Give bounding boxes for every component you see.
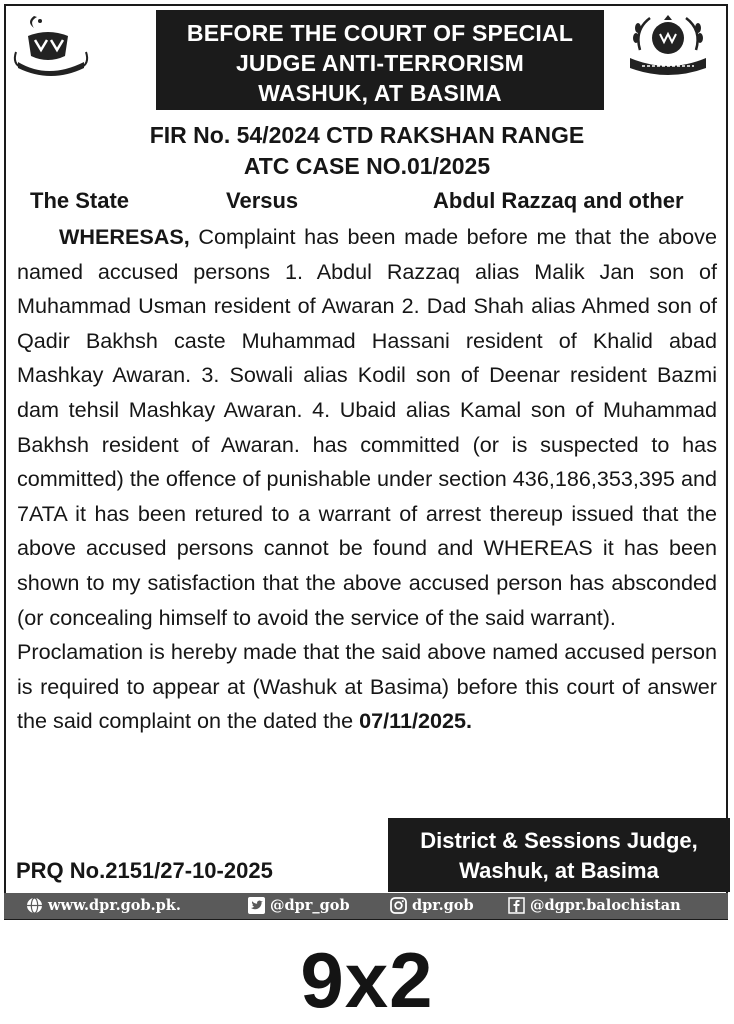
facebook-icon xyxy=(508,897,525,914)
judge-title: District & Sessions Judge, xyxy=(420,828,698,853)
footer-facebook[interactable] xyxy=(508,897,681,914)
paragraph-1-text: Complaint has been made before me that the above named accused persons 1. Abdul Razzaq alias Malik Jan son of Muhammad Usman resident of Awaran 2. Dad Shah alias Ahmed son of Qadir Bakhsh caste Muhammad Hassani resident of Khalid abad Mashkay Awaran. 3. Sowali alias Kodil son of Deenar resident Bazmi dam tehsil Mashkay Awaran. 4. Ubaid alias Kamal son of Muhammad Bakhsh resident of Awaran. has committed (or is suspected to has committed) the offence of punishable under section 436,186,353,395 and 7ATA it has been retured to a warrant of arrest thereup issued that the above accused persons cannot be found and WHEREAS it has been shown to my satisfaction that the above accused person has absconded (or concealing himself to avoid the service of the said warrant). xyxy=(17,224,717,630)
balochistan-emblem-icon xyxy=(10,12,92,82)
prq-number: PRQ No.2151/27-10-2025 xyxy=(16,858,273,883)
fir-number: FIR No. 54/2024 CTD RAKSHAN RANGE xyxy=(149,122,585,148)
dgpr-emblem-icon xyxy=(620,12,716,82)
proclamation-body xyxy=(17,220,717,739)
globe-icon xyxy=(26,897,43,914)
footer-bar xyxy=(4,893,728,919)
title-line-1: BEFORE THE COURT OF SPECIAL xyxy=(186,20,574,46)
whereas-lead: WHERESAS, xyxy=(59,224,190,249)
instagram-handle: dpr.gob xyxy=(412,897,474,914)
instagram-icon xyxy=(390,897,407,914)
ad-size-label: 9x2 xyxy=(300,936,434,1024)
appearance-date: 07/11/2025. xyxy=(359,708,473,734)
atc-case-number: ATC CASE NO.01/2025 xyxy=(243,153,491,179)
judge-signature xyxy=(388,818,730,892)
party-accused: Abdul Razzaq and other xyxy=(433,188,684,213)
paragraph-proclamation xyxy=(17,635,717,739)
footer-website[interactable] xyxy=(26,897,181,914)
paragraph-2-text: Proclamation is hereby made that the said above named accused person is required to appear at (Washuk at Basima) before this court of answer the said complaint on the dated the xyxy=(17,639,717,734)
judge-location: Washuk, at Basima xyxy=(459,858,659,883)
footer-instagram[interactable] xyxy=(390,897,474,914)
facebook-handle: @dgpr.balochistan xyxy=(530,897,681,914)
title-line-3: WASHUK, AT BASIMA xyxy=(258,80,502,106)
footer-twitter[interactable] xyxy=(248,897,350,914)
paragraph-whereas xyxy=(17,220,717,635)
party-versus: Versus xyxy=(226,188,299,213)
party-state: The State xyxy=(30,188,130,213)
title-line-2: JUDGE ANTI-TERRORISM xyxy=(235,50,525,76)
website-text: www.dpr.gob.pk. xyxy=(48,897,181,914)
twitter-icon xyxy=(248,897,265,914)
twitter-handle: @dpr_gob xyxy=(270,897,350,914)
court-title xyxy=(156,10,604,110)
